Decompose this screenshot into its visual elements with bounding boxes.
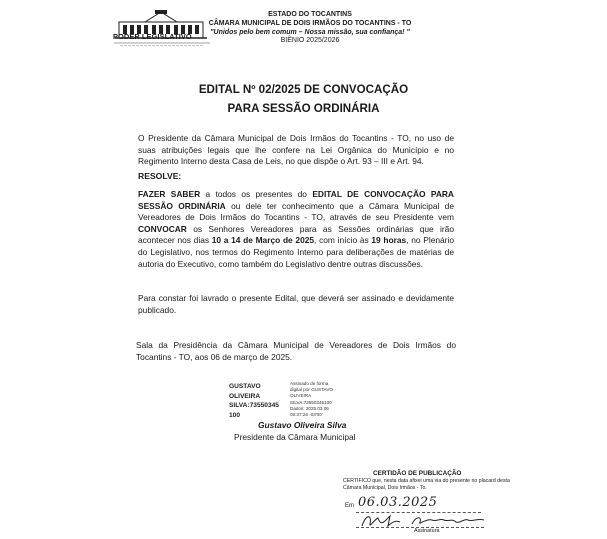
sig-name-line: GUSTAVO — [229, 383, 261, 390]
letterhead-text — [200, 11, 420, 46]
bold-time: 19 horas — [371, 235, 407, 246]
closing-paragraph: Para constar foi lavrado o presente Edital, que deverá ser assinado e devidamente publicado. — [138, 293, 454, 315]
sig-detail-line: digital por GUSTAVO — [290, 387, 333, 393]
signature-label: Assinatura — [414, 528, 440, 534]
certification-em-label: Em — [345, 503, 354, 509]
bold-fazer-saber: FAZER SABER — [138, 189, 201, 199]
sig-detail-line: Dados: 2025.03.06 — [290, 405, 329, 411]
chamber-name: CÂMARA MUNICIPAL DE DOIS IRMÃOS DO TOCANTINS - TO — [208, 19, 412, 27]
logo-underline — [114, 41, 210, 47]
intro-paragraph: O Presidente da Câmara Municipal de Dois Irmãos do Tocantins - TO, no uso de suas atribuições legais que lhe confere na Lei Orgânica do Município e no Regimento Interno desta Casa de Leis, no que dispõe o Art. 93 – III e Art. 94. — [138, 133, 454, 167]
signer-role: Presidente da Câmara Municipal — [234, 432, 356, 442]
handwritten-date: 06.03.2025 — [358, 495, 438, 510]
text-span: a todos os presentes do — [200, 189, 313, 199]
sig-name-line: 100 — [229, 411, 241, 419]
text-span: ou dele ter conhecimento que a Câmara Municipal de Vereadores de Dois Irmãos do Tocantins - TO, através de seu Presidente vem — [138, 200, 454, 223]
sig-detail-line: OLIVEIRA — [290, 393, 312, 399]
signer-name: Gustavo Oliveira Silva — [258, 420, 347, 430]
document-title: EDITAL Nº 02/2025 DE CONVOCAÇÃO — [198, 83, 409, 96]
state-name: ESTADO DO TOCANTINS — [268, 11, 352, 18]
resolve-heading: RESOLVE: — [138, 171, 182, 181]
sig-name-line: OLIVEIRA — [229, 392, 261, 400]
certification-title: CERTIDÃO DE PUBLICAÇÃO — [373, 470, 462, 477]
biennium: BIÊNIO 2025/2026 — [280, 37, 340, 45]
sig-detail-line: Assinado de forma — [290, 381, 329, 386]
text-span: , com início às — [314, 235, 372, 246]
sig-name-line: SILVA:73550345 — [229, 402, 279, 410]
logo-caption: PODER LEGISLATIVO — [113, 32, 192, 41]
text-span: os Senhores Vereadores para as Sessões ordinárias que irão acontecer nos dias — [138, 223, 454, 246]
digital-signature-details — [290, 381, 333, 418]
motto: "Unidos pelo bem comum – Nossa missão, sua confiança! " — [210, 28, 410, 36]
sig-detail-line: SILVA:73550345100 — [290, 399, 332, 405]
sig-detail-line: 08:37:26 -03'00' — [290, 412, 323, 418]
document-subtitle: PARA SESSÃO ORDINÁRIA — [227, 102, 380, 115]
certification-text: CERTIFICO que, nesta data afixei uma via do presente no placard desta Câmara Municipal, Dois Irmãos - To. — [343, 478, 510, 491]
text-span: , no Plenário do Legislativo, nos termos do Regimento Interno para deliberações de matérias de autoria do Executivo, como também do Legislativo dentre outras discussões. — [138, 235, 454, 269]
convocation-paragraph — [138, 189, 454, 270]
bold-convocar: CONVOCAR — [138, 223, 187, 234]
bold-edital: EDITAL DE CONVOCAÇÃO PARA SESSÃO ORDINÁRIA — [138, 189, 454, 211]
digital-signature-name — [229, 382, 279, 420]
place-date-paragraph: Sala da Presidência da Câmara Municipal de Vereadores de Dois Irmãos do Tocantins - TO, aos 06 de março de 2025. — [136, 340, 456, 362]
bold-dates: 10 a 14 de Março de 2025 — [211, 235, 315, 246]
